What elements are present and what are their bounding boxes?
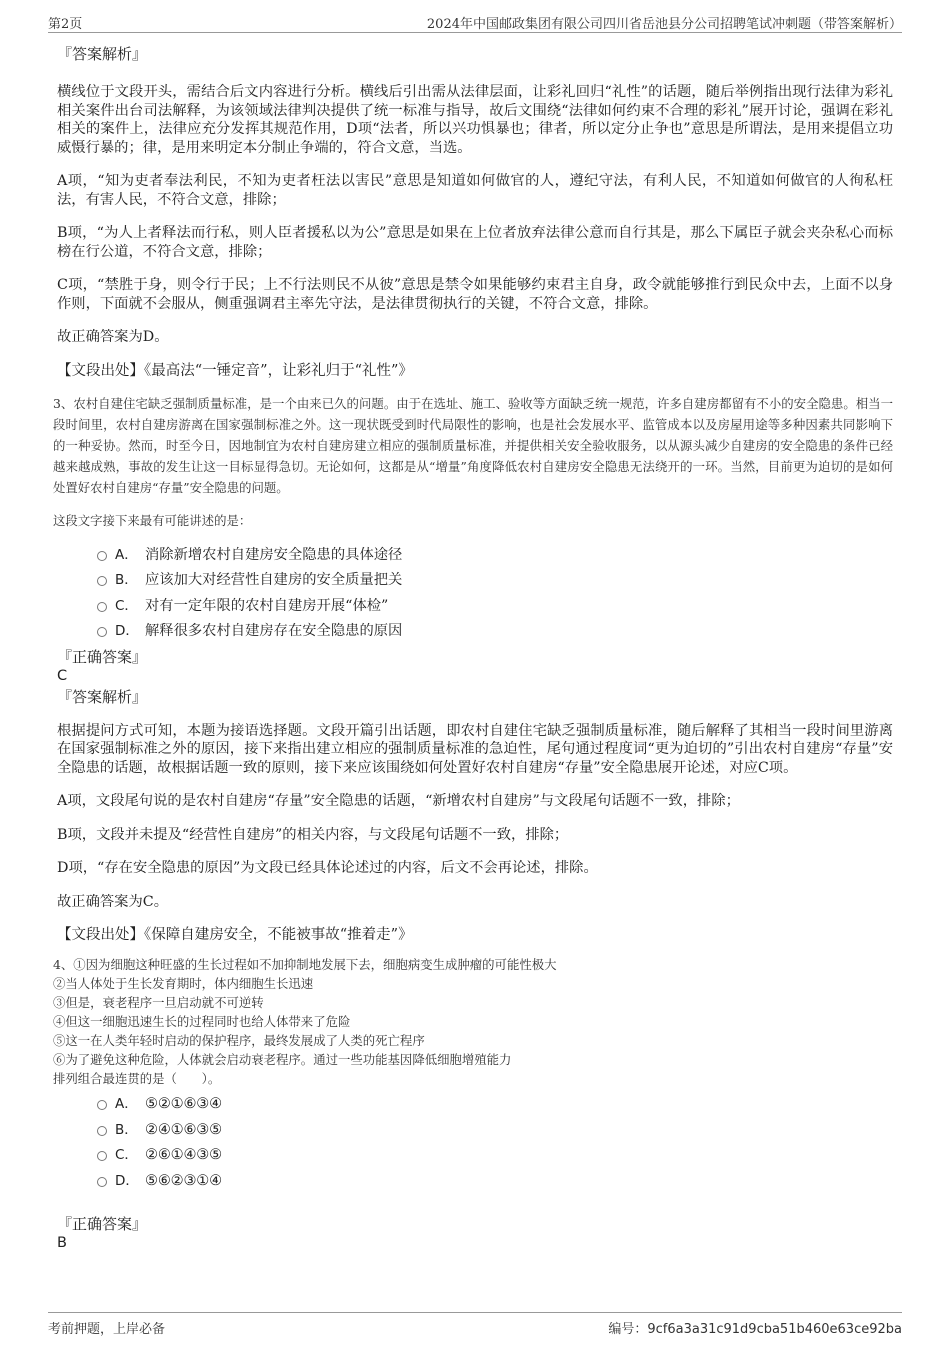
radio-button[interactable] [97, 602, 107, 612]
option-letter: B． [115, 572, 138, 588]
page-content [53, 44, 893, 1252]
q4-answer-title: 『正确答案』 [57, 1215, 148, 1233]
q2-analysis-main: 横线位于文段开头，需结合后文内容进行分析。横线后引出需从法律层面，让彩礼回归“礼性”的话题，随后举例指出现行法律为彩礼相关案件出台司法解释，为该领域法律判决提供了统一标准与指导，故后文围绕“法律如何约束不合理的彩礼”展开讨论，强调在彩礼相关的案件上，法律应充分发挥其规范作用，D项“法者，所以兴功惧暴也；律者，所以定分止争也”意思是所谓法，是用来提倡立功威慑行暴的；律，是用来明定本分制止争端的，符合文意，当选。 [57, 84, 893, 156]
option-letter: A． [115, 1096, 138, 1112]
q3-analysis-d: D项，“存在安全隐患的原因”为文段已经具体论述过的内容，后文不会再论述，排除。 [57, 860, 598, 876]
q2-source: 【文段出处】《最高法“一锤定音”，让彩礼归于“礼性”》 [57, 362, 413, 379]
q4-line: ④但这一细胞迅速生长的过程同时也给人体带来了危险 [53, 1014, 351, 1029]
q4-option-b[interactable] [97, 1118, 893, 1144]
q3-option-c[interactable] [97, 594, 893, 620]
q4-option-c[interactable] [97, 1143, 893, 1169]
option-text: 应该加大对经营性自建房的安全质量把关 [145, 572, 403, 588]
q3-option-b[interactable] [97, 568, 893, 594]
option-letter: C． [115, 1147, 138, 1163]
radio-button[interactable] [97, 1100, 107, 1110]
q3-stem: 3、农村自建住宅缺乏强制质量标准，是一个由来已久的问题。由于在选址、施工、验收等方面缺乏统一规范，许多自建房都留有不小的安全隐患。相当一段时间里，农村自建房游离在国家强制标准之外。这一现状既受到时代局限性的影响，也是社会发展水平、监管成本以及房屋用途等多种因素共同影响下的一种妥协。然而，时至今日，因地制宜为农村自建房建立相应的强制质量标准，并提供相关安全验收服务，以从源头减少自建房的安全隐患的条件已经越来越成熟，事故的发生让这一目标显得急切。无论如何，这都是从“增量”角度降低农村自建房安全隐患无法绕开的一环。当然，目前更为迫切的是如何处置好农村自建房“存量”安全隐患的问题。 [53, 395, 893, 495]
document-title: 2024年中国邮政集团有限公司四川省岳池县分公司招聘笔试冲刺题（带答案解析） [426, 17, 902, 32]
q3-option-a[interactable] [97, 543, 893, 569]
option-letter: C． [115, 597, 138, 614]
q3-answer: C [57, 667, 68, 684]
radio-button[interactable] [97, 576, 107, 586]
q4-line: 4、①因为细胞这种旺盛的生长过程如不加抑制地发展下去，细胞病变生成肿瘤的可能性极大 [53, 957, 557, 972]
q4-question: 排列组合最连贯的是（ ）。 [53, 1071, 221, 1086]
q3-answer-title: 『正确答案』 [57, 647, 148, 666]
q2-analysis-c: C项，“禁胜于身，则令行于民；上不行法则民不从彼”意思是禁令如果能够约束君主自身，政令就能够推行到民众中去，上面不以身作则，下面就不会服从，侧重强调君主率先守法，是法律贯彻执行的关键，不符合文意，排除。 [57, 277, 893, 312]
radio-button[interactable] [97, 551, 107, 561]
footer-slogan: 考前押题，上岸必备 [48, 1322, 166, 1337]
page-number: 第2页 [48, 17, 83, 32]
page-header [48, 10, 902, 33]
option-letter: A． [115, 546, 138, 563]
q4-options [57, 1092, 893, 1194]
q3-analysis-main: 根据提问方式可知，本题为接语选择题。文段开篇引出话题，即农村自建住宅缺乏强制质量标准，随后解释了其相当一段时间里游离在国家强制标准之外的原因，接下来指出建立相应的强制质量标准的急迫性，尾句通过程度词“更为迫切的”引出农村自建房“存量”安全隐患的话题，故根据话题一致的原则，接下来应该围绕如何处置好农村自建房“存量”安全隐患展开论述，对应C项。 [57, 722, 893, 776]
option-text: 消除新增农村自建房安全隐患的具体途径 [145, 546, 403, 563]
option-text: 解释很多农村自建房存在安全隐患的原因 [145, 623, 403, 639]
page-footer [48, 1312, 902, 1335]
q4-option-d[interactable] [97, 1169, 893, 1195]
q3-analysis-title: 『答案解析』 [57, 687, 148, 706]
document-id-label: 编号： [608, 1322, 648, 1337]
q2-analysis-title: 『答案解析』 [57, 45, 148, 63]
document-id [608, 1318, 902, 1337]
q4-line: ⑤这一在人类年轻时启动的保护程序，最终发展成了人类的死亡程序 [53, 1033, 425, 1048]
radio-button[interactable] [97, 1151, 107, 1161]
q2-analysis-b: B项，“为人上者释法而行私，则人臣者援私以为公”意思是如果在上位者放弃法律公意而自行其是，那么下属臣子就会夹杂私心而标榜在行公道，不符合文意，排除； [57, 225, 893, 260]
q4-option-a[interactable] [97, 1092, 893, 1118]
option-text: 对有一定年限的农村自建房开展“体检” [145, 597, 389, 614]
q4-stem [53, 955, 893, 1088]
q4-line: ⑥为了避免这种危险，人体就会启动衰老程序。通过一些功能基因降低细胞增殖能力 [53, 1052, 512, 1067]
option-text: ②⑥①④③⑤ [145, 1147, 222, 1163]
option-letter: D． [115, 623, 139, 639]
q3-conclusion: 故正确答案为C。 [57, 893, 169, 910]
q3-analysis-b: B项，文段并未提及“经营性自建房”的相关内容，与文段尾句话题不一致，排除； [57, 826, 569, 843]
q4-answer: B [57, 1235, 67, 1251]
option-text: ②④①⑥③⑤ [145, 1121, 222, 1138]
option-text: ⑤②①⑥③④ [145, 1096, 222, 1112]
document-id-value: 9cf6a3a31c91d9cba51b460e63ce92ba [647, 1322, 902, 1337]
radio-button[interactable] [97, 627, 107, 637]
q4-line: ②当人体处于生长发育期时，体内细胞生长迅速 [53, 976, 314, 991]
q3-analysis-a: A项，文段尾句说的是农村自建房“存量”安全隐患的话题，“新增农村自建房”与文段尾句话题不一致，排除； [57, 793, 740, 809]
q2-conclusion: 故正确答案为D。 [57, 329, 169, 345]
q3-question: 这段文字接下来最有可能讲述的是： [53, 512, 252, 528]
q3-source: 【文段出处】《保障自建房安全，不能被事故“推着走”》 [57, 927, 413, 943]
option-letter: D． [115, 1172, 139, 1189]
q3-options [57, 543, 893, 645]
option-text: ⑤⑥②③①④ [145, 1172, 222, 1189]
q3-option-d[interactable] [97, 619, 893, 645]
radio-button[interactable] [97, 1126, 107, 1136]
option-letter: B． [115, 1121, 138, 1138]
q4-line: ③但是，衰老程序一旦启动就不可逆转 [53, 995, 264, 1010]
q2-analysis-a: A项，“知为吏者奉法利民，不知为吏者枉法以害民”意思是知道如何做官的人，遵纪守法，有利人民，不知道如何做官的人徇私枉法，有害人民，不符合文意，排除； [57, 173, 893, 208]
radio-button[interactable] [97, 1177, 107, 1187]
